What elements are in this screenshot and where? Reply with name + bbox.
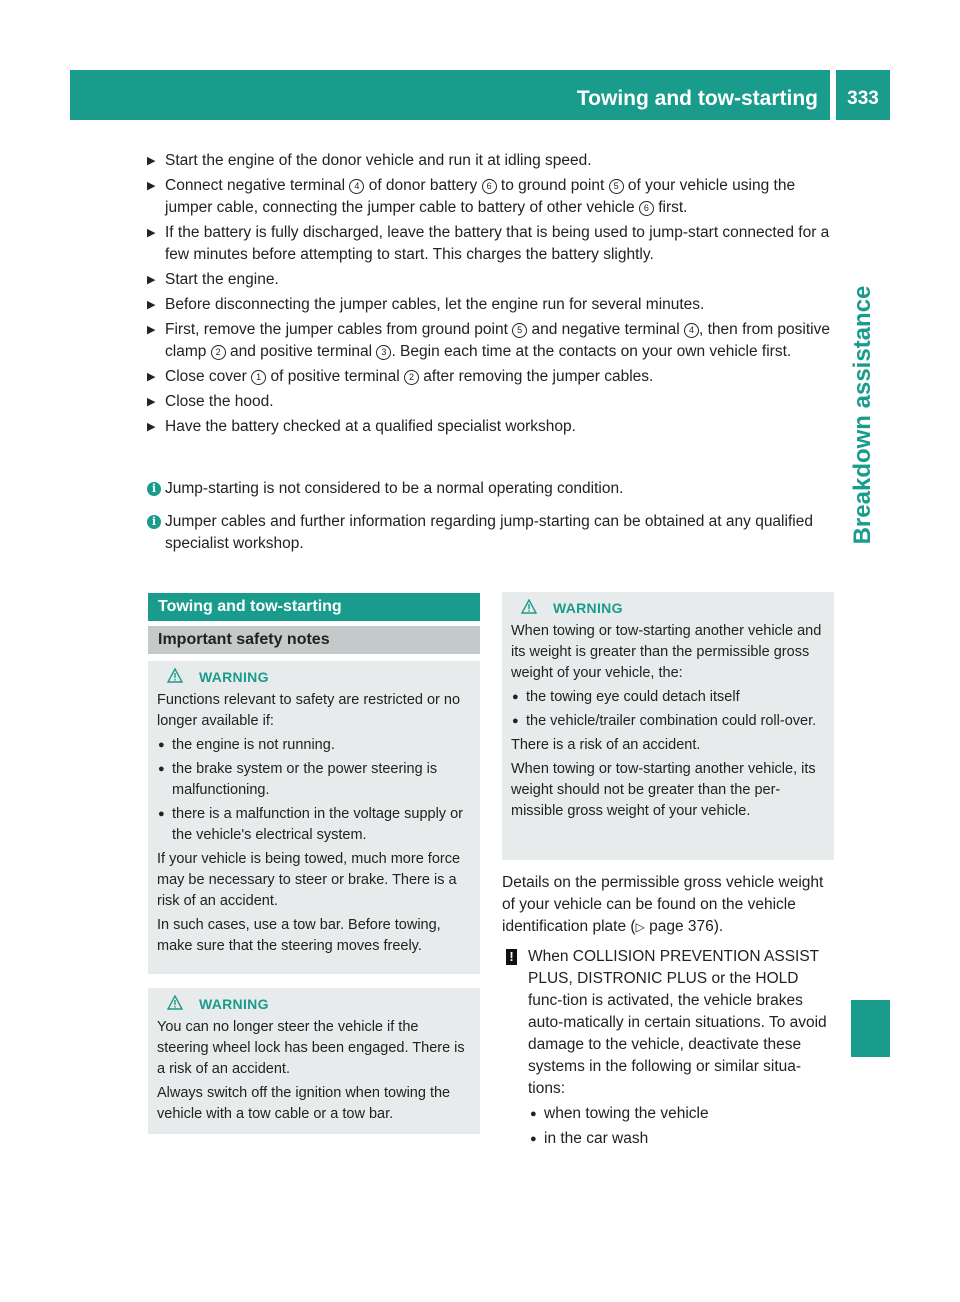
step-arrow-icon: ▶ [147,371,156,383]
notice-list [528,1103,834,1150]
subsection-title: Important safety notes [148,626,480,654]
callout-number-icon: 6 [482,179,497,194]
info-note-2 [147,511,837,555]
warning-text: You can no longer steer the vehicle if the steering wheel lock has been engaged. There is a risk of an accident. [157,1019,465,1077]
step-arrow-icon: ▶ [147,274,156,286]
step-text: Before disconnecting the jumper cables, let the engine run for several minutes. [165,296,705,313]
step-text: and negative terminal [527,321,685,338]
bullet-icon: ● [512,715,519,727]
list-item-text: in the car wash [544,1130,649,1147]
step-arrow-icon: ▶ [147,180,156,192]
callout-number-icon: 4 [349,179,364,194]
warning-text: When towing or tow-starting another vehicle, its weight should not be greater than the per-missible gross weight of your vehicle. [511,761,816,819]
step-text: of your vehicle using the jumper cable, connecting the jumper cable to battery of other vehicle [165,177,796,216]
step-text: to ground point [496,177,609,194]
step-item [147,175,837,219]
page-number: 333 [836,70,890,120]
step-arrow-icon: ▶ [147,324,156,336]
notice-block [502,946,834,1150]
callout-number-icon: 6 [639,201,654,216]
bullet-icon: ● [530,1133,537,1145]
warning-box-1 [148,661,480,974]
step-text: Close the hood. [165,393,274,410]
step-text: and positive terminal [225,343,377,360]
step-arrow-icon: ▶ [147,155,156,167]
callout-number-icon: 3 [376,345,391,360]
list-item-text: the engine is not running. [172,737,335,753]
warning-triangle-icon [167,668,183,683]
warning-label: WARNING [199,996,269,1012]
list-item [157,759,472,801]
warning-text: Always switch off the ignition when towing the vehicle with a tow cable or a tow bar. [157,1085,451,1122]
warning-heading [511,598,826,619]
details-text: Details on the permissible gross vehicle weight of your vehicle can be found on the vehicle identification plate ( [502,874,824,935]
warning-text: When towing or tow-starting another vehicle and its weight is greater than the permissible gross weight of your vehicle, the: [511,623,822,681]
list-item [528,1103,834,1125]
exclamation-icon: ! [506,949,517,965]
step-text: . Begin each time at the contacts on your own vehicle first. [391,343,792,360]
callout-number-icon: 4 [684,323,699,338]
info-note-text: Jumper cables and further information regarding jump-starting can be obtained at any qualified specialist workshop. [165,513,813,552]
list-item-text: the vehicle/trailer combination could roll-over. [526,713,817,729]
step-text: Connect negative terminal [165,177,350,194]
page-header-title: Towing and tow-starting [576,87,818,110]
bullet-icon: ● [158,808,165,820]
list-item [511,687,826,708]
list-item [528,1128,834,1150]
side-tab-marker [851,1000,890,1057]
warning-text: Functions relevant to safety are restricted or no longer available if: [157,692,461,729]
callout-number-icon: 5 [609,179,624,194]
section-title: Towing and tow-starting [148,593,480,621]
page-ref-arrow-icon: ▷ [635,920,645,934]
info-icon: i [147,515,161,529]
warning-list [511,687,826,732]
step-text: Start the engine. [165,271,279,288]
bullet-icon: ● [512,691,519,703]
step-arrow-icon: ▶ [147,396,156,408]
step-text: , then from positive clamp [165,321,830,360]
bullet-icon: ● [158,739,165,751]
warning-heading [157,994,472,1015]
callout-number-icon: 5 [512,323,527,338]
info-note-text: Jump-starting is not considered to be a normal operating condition. [165,480,624,497]
bullet-icon: ● [530,1108,537,1120]
step-arrow-icon: ▶ [147,227,156,239]
step-text: of positive terminal [266,368,404,385]
warning-triangle-icon [167,995,183,1010]
warning-triangle-icon [521,599,537,614]
warning-list [157,735,472,846]
list-item-text: when towing the vehicle [544,1105,709,1122]
step-item [147,294,837,316]
list-item [157,735,472,756]
warning-label: WARNING [553,600,623,616]
step-text: If the battery is fully discharged, leave the battery that is being used to jump-start connected for a few minutes before attempting to start. This charges the battery slightly. [165,224,830,263]
warning-heading [157,667,472,688]
warning-box-3 [502,592,834,860]
step-item [147,416,837,438]
step-item [147,366,837,388]
list-item-text: the brake system or the power steering is malfunctioning. [172,761,438,798]
details-paragraph [502,872,832,938]
step-text: first. [653,199,688,216]
step-item [147,269,837,291]
callout-number-icon: 2 [404,370,419,385]
page-ref-link[interactable]: page 376). [644,918,724,935]
warning-label: WARNING [199,669,269,685]
callout-number-icon: 2 [211,345,226,360]
step-arrow-icon: ▶ [147,299,156,311]
warning-box-2 [148,988,480,1134]
info-icon: i [147,482,161,496]
step-item [147,150,837,172]
notice-text: When COLLISION PREVENTION ASSIST PLUS, DISTRONIC PLUS or the HOLD func-tion is activated, the vehicle brakes auto-matically in certain situations. To avoid damage to the vehicle, deactivate these systems in the following or similar situa-tions: [528,948,827,1097]
instruction-steps [147,150,837,441]
step-text: First, remove the jumper cables from ground point [165,321,513,338]
step-text: of donor battery [364,177,482,194]
list-item [157,804,472,846]
warning-text: If your vehicle is being towed, much more force may be necessary to steer or brake. There is a risk of an accident. [157,851,461,909]
step-arrow-icon: ▶ [147,421,156,433]
warning-text: There is a risk of an accident. [511,737,701,753]
step-item [147,222,837,266]
list-item-text: there is a malfunction in the voltage supply or the vehicle's electrical system. [172,806,463,843]
step-text: Start the engine of the donor vehicle and run it at idling speed. [165,152,592,169]
list-item [511,711,826,732]
info-note-1 [147,478,837,500]
step-text: after removing the jumper cables. [419,368,654,385]
step-text: Close cover [165,368,252,385]
step-item [147,391,837,413]
warning-text: In such cases, use a tow bar. Before towing, make sure that the steering moves freely. [157,917,441,954]
list-item-text: the towing eye could detach itself [526,689,740,705]
callout-number-icon: 1 [251,370,266,385]
side-tab-label: Breakdown assistance [849,285,876,545]
bullet-icon: ● [158,763,165,775]
step-text: Have the battery checked at a qualified specialist workshop. [165,418,576,435]
step-item [147,319,837,363]
